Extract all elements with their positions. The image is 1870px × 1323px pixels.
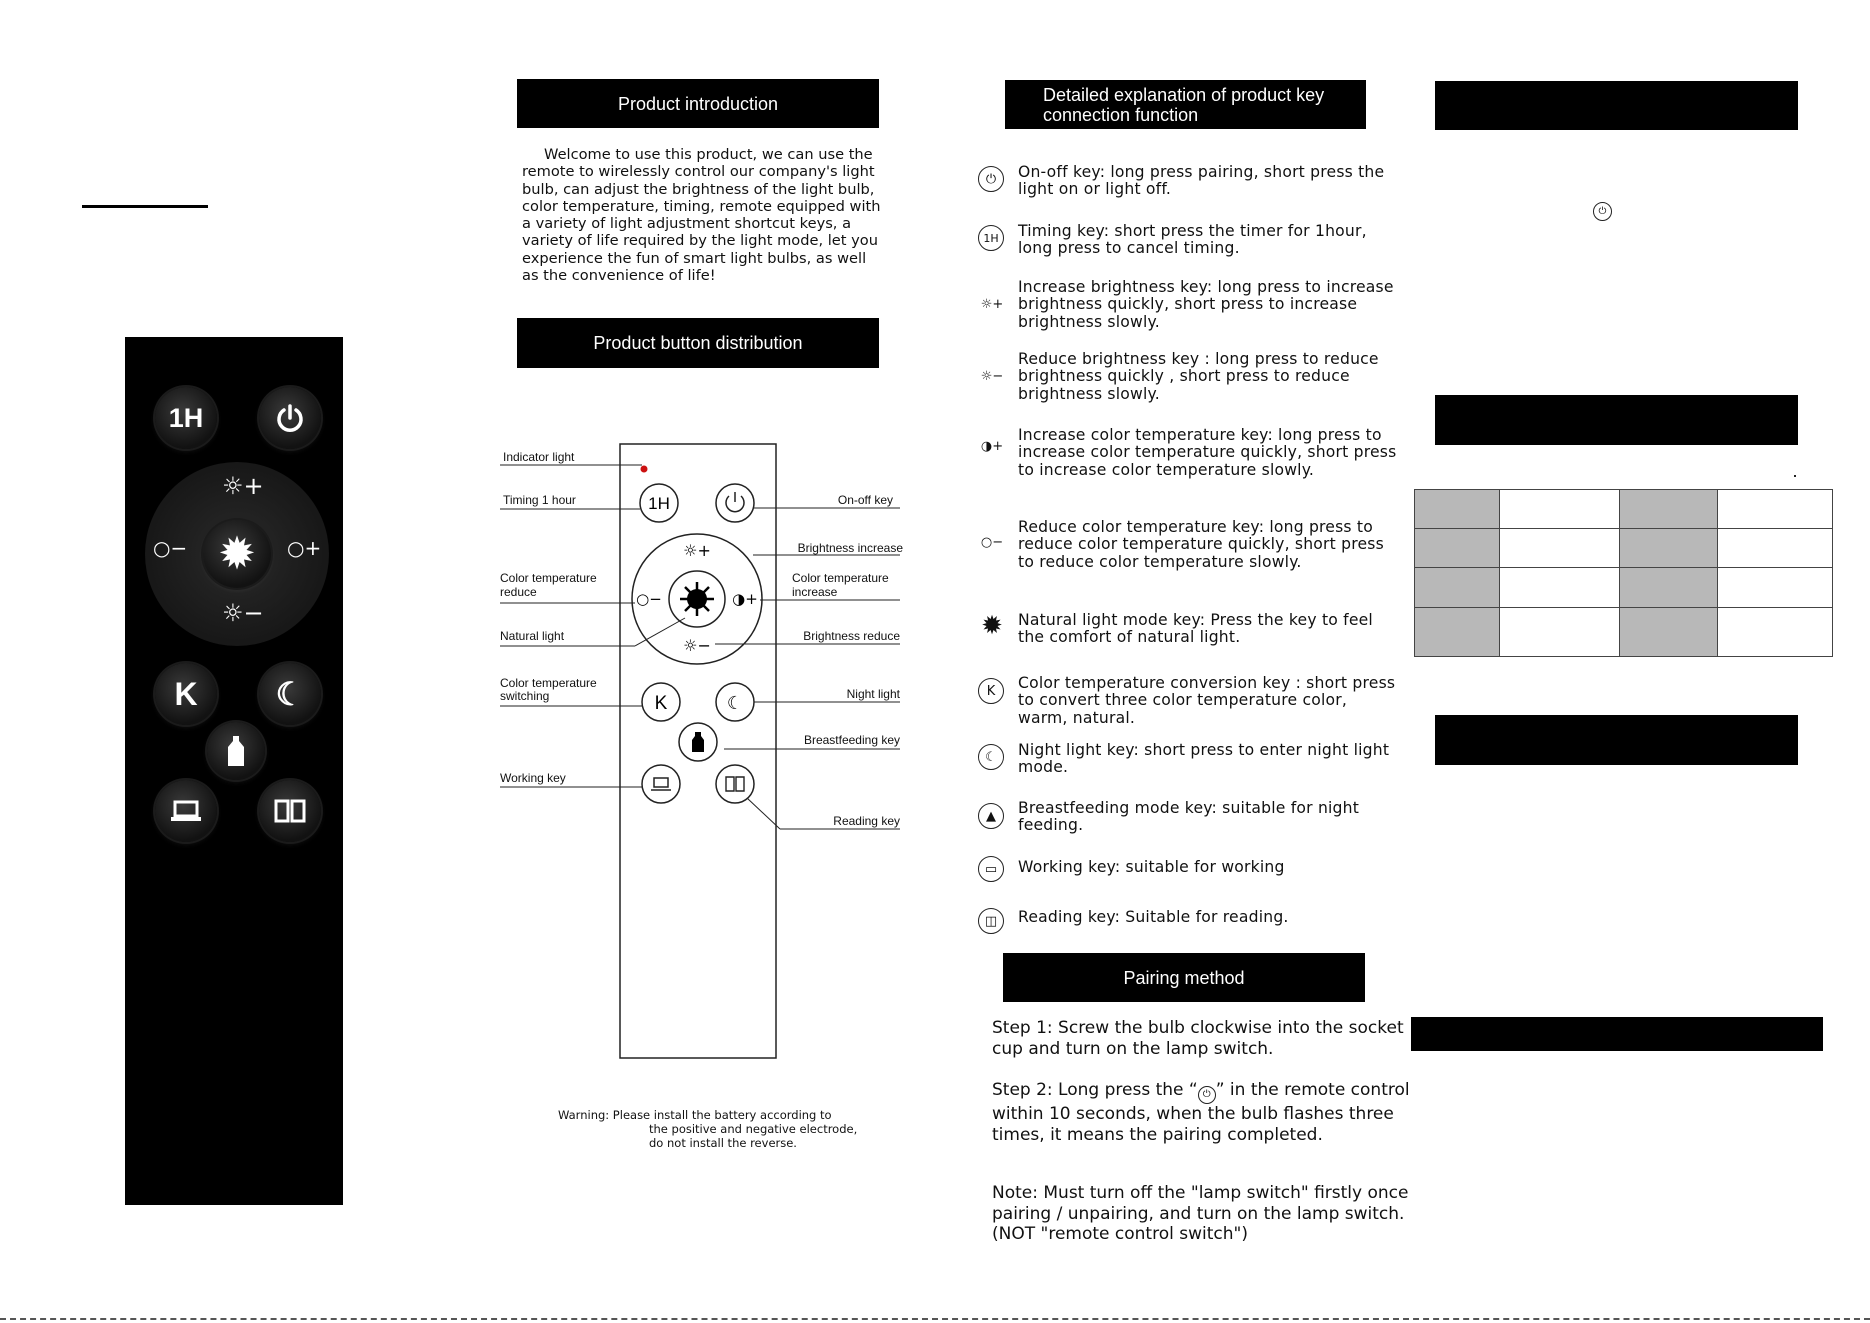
table-cell [1619, 567, 1718, 608]
button-distribution-header: Product button distribution [517, 318, 879, 368]
right-header-2 [1435, 395, 1798, 445]
cover-divider-line [82, 205, 208, 208]
period-mark [1794, 475, 1796, 477]
button-distribution-diagram [495, 438, 905, 1063]
key-function-text: Reading key: Suitable for reading. [1018, 908, 1289, 926]
right-header-3 [1435, 715, 1798, 765]
right-header-1 [1435, 81, 1798, 130]
book-icon: ◫ [978, 908, 1004, 934]
table-cell [1414, 607, 1500, 657]
label-ct-reduce-1: Color temperature [500, 571, 597, 585]
key-function-header: Detailed explanation of product key connection function [1005, 80, 1366, 129]
label-ct-reduce-2: reduce [500, 585, 537, 599]
table-cell [1619, 528, 1718, 568]
label-ct-switch-2: switching [500, 689, 550, 703]
timer-1h-icon: 1H [978, 225, 1004, 251]
pairing-step-1: Step 1: Screw the bulb clockwise into the socket cup and turn on the lamp switch. [992, 1018, 1404, 1059]
power-icon: ⏻ [978, 166, 1004, 192]
photo-natural-light-button: ✹ [203, 520, 271, 588]
table-cell [1717, 567, 1833, 608]
night-moon-icon: ☾ [978, 744, 1004, 770]
label-timing: Timing 1 hour [503, 493, 576, 507]
power-icon: ⏻ [1198, 1086, 1216, 1104]
label-ct-switch-1: Color temperature [500, 676, 597, 690]
table-cell [1499, 607, 1620, 657]
diagram-color-temp-down-icon: ○− [636, 590, 662, 608]
step2-after: ” in the remote control within 10 seconds, when the bulb flashes three times, it means the pairing completed. [992, 1080, 1410, 1145]
photo-timer-button: 1H [155, 387, 217, 449]
label-brightness-reduce: Brightness reduce [803, 629, 900, 643]
warning-line-3: do not install the reverse. [649, 1136, 797, 1150]
intro-paragraph: Welcome to use this product, we can use the remote to wirelessly control our company's light bulb, can adjust the brightness of the light bulb, color temperature, timing, remote equipped with a variety of light adjustment shortcut keys, a variety of life required by the light mode, let you experience the fun of smart light bulbs, as well as the convenience of life! [522, 146, 881, 285]
key-function-text: Increase color temperature key: long press to increase color temperature quickly, short press to increase color temperature slowly. [1018, 426, 1397, 479]
key-function-text: On-off key: long press pairing, short press the light on or light off. [1018, 163, 1385, 199]
key-function-text: Reduce color temperature key: long press to reduce color temperature quickly, short press to reduce color temperature slowly. [1018, 518, 1384, 571]
label-reading: Reading key [833, 814, 900, 828]
laptop-icon: ▭ [978, 856, 1004, 882]
key-function-text: Increase brightness key: long press to increase brightness quickly, short press to increase brightness slowly. [1018, 278, 1394, 331]
table-cell [1414, 489, 1500, 529]
photo-brightness-down-icon: ☼− [222, 599, 264, 627]
color-temp-down-icon: ○− [980, 534, 1004, 550]
bottle-icon [225, 734, 247, 768]
step2-before: Step 2: Long press the “ [992, 1080, 1198, 1100]
bottle-icon: ▲ [978, 803, 1004, 829]
right-header-4 [1411, 1017, 1823, 1051]
indicator-light-dot [641, 466, 648, 473]
photo-breastfeeding-button [207, 722, 265, 780]
diagram-working-button [642, 765, 680, 803]
power-icon: ⏻ [1593, 202, 1612, 221]
label-ct-increase-2: increase [792, 585, 838, 599]
photo-brightness-up-icon: ☼+ [222, 472, 264, 500]
diagram-reading-button [716, 765, 754, 803]
diagram-timer-label: 1H [648, 494, 670, 513]
photo-night-button: ☾ [259, 663, 321, 725]
label-brightness-increase: Brightness increase [797, 541, 903, 555]
diagram-power-button [716, 484, 754, 522]
product-introduction-header: Product introduction [517, 79, 879, 128]
table-cell [1499, 489, 1620, 529]
color-temp-up-icon: ◑+ [980, 438, 1004, 454]
photo-working-button [155, 780, 217, 842]
table-cell [1717, 528, 1833, 568]
key-function-text: Night light key: short press to enter night light mode. [1018, 741, 1390, 777]
table-cell [1717, 489, 1833, 529]
label-night-light: Night light [846, 687, 900, 701]
label-ct-increase-1: Color temperature [792, 571, 889, 585]
power-icon [274, 402, 306, 434]
warning-line-2: the positive and negative electrode, [649, 1122, 858, 1136]
photo-k-button: K [155, 663, 217, 725]
photo-color-temp-down-icon: ○− [153, 536, 188, 560]
table-cell [1619, 607, 1718, 657]
diagram-brightness-up-icon: ☼+ [683, 541, 711, 560]
photo-power-button [259, 387, 321, 449]
key-function-text: Working key: suitable for working [1018, 858, 1285, 876]
photo-reading-button [259, 780, 321, 842]
key-function-text: Reduce brightness key : long press to reduce brightness quickly , short press to reduce brightness slowly. [1018, 350, 1379, 403]
table-cell [1717, 607, 1833, 657]
page-bottom-edge [0, 1318, 1870, 1320]
key-function-text: Breastfeeding mode key: suitable for night feeding. [1018, 799, 1360, 835]
natural-light-icon: ✹ [981, 611, 1003, 641]
table-cell [1414, 528, 1500, 568]
label-indicator-light: Indicator light [503, 450, 575, 464]
label-onoff: On-off key [837, 493, 893, 507]
diagram-brightness-down-icon: ☼− [683, 636, 711, 655]
book-icon [273, 798, 307, 824]
laptop-icon [169, 799, 203, 823]
key-function-text: Timing key: short press the timer for 1hour, long press to cancel timing. [1018, 222, 1367, 258]
remote-photo [125, 337, 343, 1205]
key-function-text: Natural light mode key: Press the key to feel the comfort of natural light. [1018, 611, 1373, 647]
label-working: Working key [500, 771, 566, 785]
label-natural-light: Natural light [500, 629, 565, 643]
pairing-step-2 [992, 1080, 1412, 1145]
k-icon: K [978, 678, 1004, 704]
night-moon-icon: ☾ [726, 693, 744, 714]
diagram-color-temp-up-icon: ◑+ [732, 590, 758, 608]
brightness-down-icon: ☼− [980, 368, 1004, 384]
brightness-up-icon: ☼+ [980, 296, 1004, 312]
table-cell [1499, 567, 1620, 608]
table-cell [1499, 528, 1620, 568]
table-cell [1619, 489, 1718, 529]
photo-color-temp-up-icon: ○+ [287, 536, 322, 560]
diagram-k-label: K [654, 693, 668, 714]
label-breastfeeding: Breastfeeding key [803, 733, 900, 747]
pairing-method-header: Pairing method [1003, 953, 1365, 1002]
warning-line-1: Warning: Please install the battery according to [558, 1108, 832, 1122]
pairing-note: Note: Must turn off the "lamp switch" firstly once pairing / unpairing, and turn on the lamp switch. (NOT "remote control switch") [992, 1183, 1409, 1244]
table-cell [1414, 567, 1500, 608]
key-function-text: Color temperature conversion key : short press to convert three color temperature color, warm, natural. [1018, 674, 1396, 727]
